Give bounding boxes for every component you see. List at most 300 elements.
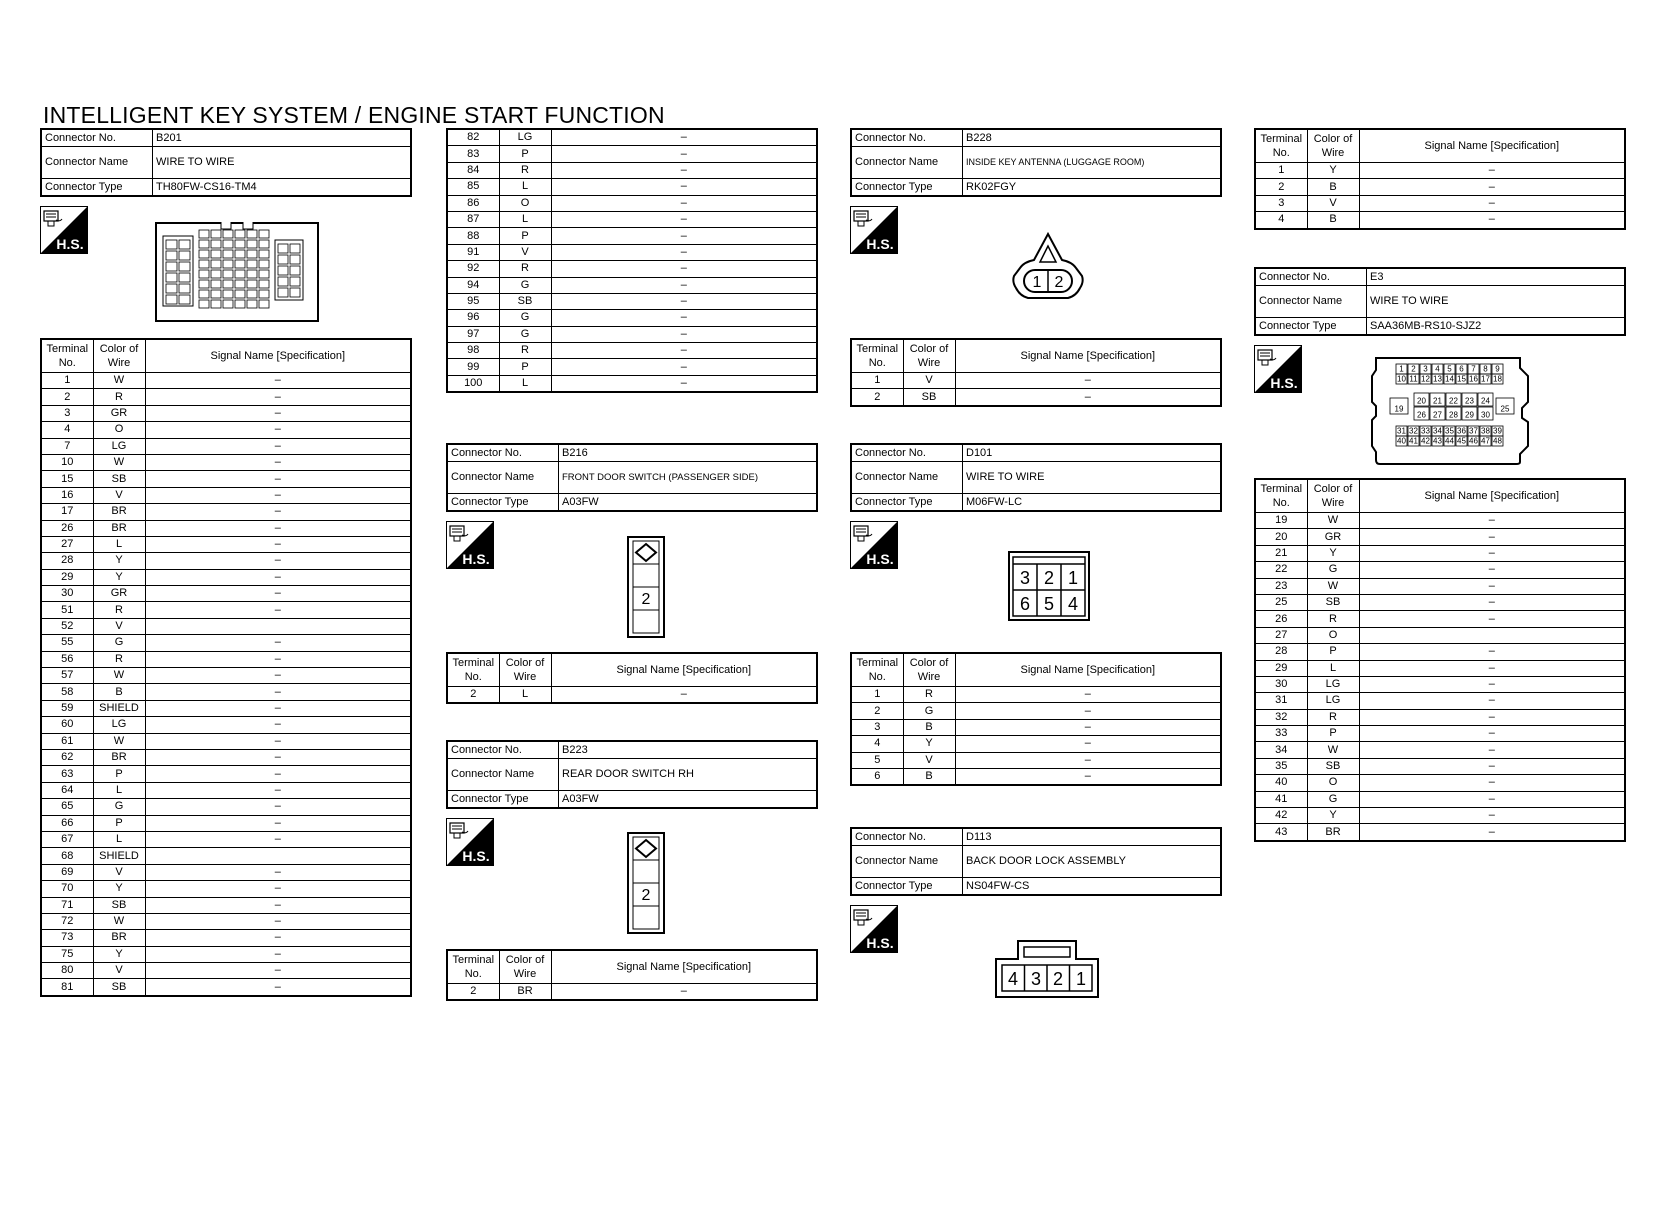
terminal-no-cell: 31 <box>1255 693 1307 709</box>
terminal-no-cell: 2 <box>447 687 499 704</box>
connector-name-label: Connector Name <box>447 462 559 494</box>
wire-color-cell: R <box>1307 611 1359 627</box>
terminal-no-cell: 43 <box>1255 824 1307 841</box>
connector-type-label: Connector Type <box>447 494 559 512</box>
wire-color-cell: GR <box>1307 529 1359 545</box>
pin-label: 41 <box>1409 436 1418 446</box>
connector-name-value: INSIDE KEY ANTENNA (LUGGAGE ROOM) <box>963 147 1222 179</box>
connector-no-value: D101 <box>963 444 1222 462</box>
wire-color-cell: V <box>1307 195 1359 211</box>
terminal-no-cell: 2 <box>851 703 903 719</box>
connector-type-label: Connector Type <box>1255 318 1367 336</box>
terminal-table-b228 <box>850 338 1222 407</box>
signal-name-cell: – <box>955 768 1221 785</box>
wire-color-cell: G <box>499 326 551 342</box>
signal-name-cell: – <box>1359 742 1625 758</box>
pin-label: 2 <box>1054 274 1064 291</box>
table-row <box>1255 693 1625 709</box>
signal-name-header: Signal Name [Specification] <box>551 653 817 687</box>
terminal-no-cell: 2 <box>447 984 499 1001</box>
terminal-no-cell: 64 <box>41 782 93 798</box>
terminal-no-cell: 87 <box>447 211 499 227</box>
table-row <box>1255 676 1625 692</box>
wire-color-cell: G <box>903 703 955 719</box>
table-row <box>1255 578 1625 594</box>
pin-label: 9 <box>1495 364 1500 374</box>
connector-e3-face <box>1370 356 1530 471</box>
wire-color-cell: O <box>1307 775 1359 791</box>
terminal-no-cell: 33 <box>1255 726 1307 742</box>
signal-name-cell: – <box>551 326 817 342</box>
pin-label: 45 <box>1457 436 1466 446</box>
pin-label: 14 <box>1445 374 1454 384</box>
pin-label: 47 <box>1481 436 1490 446</box>
signal-name-cell: – <box>145 700 411 716</box>
terminal-no-cell: 4 <box>41 422 93 438</box>
signal-name-cell: – <box>145 438 411 454</box>
wire-color-cell: LG <box>93 438 145 454</box>
wire-color-cell: Y <box>1307 163 1359 179</box>
signal-name-cell: – <box>955 703 1221 719</box>
table-row <box>1255 611 1625 627</box>
connector-type-value: M06FW-LC <box>963 494 1222 512</box>
signal-name-cell: – <box>1359 611 1625 627</box>
terminal-no-header: Terminal No. <box>1255 479 1307 513</box>
table-row <box>41 668 411 684</box>
terminal-no-header: Terminal No. <box>1255 129 1307 163</box>
table-row <box>447 228 817 244</box>
signal-name-cell: – <box>145 487 411 503</box>
signal-name-cell: – <box>551 293 817 309</box>
table-row <box>41 913 411 929</box>
wire-color-cell: V <box>93 963 145 979</box>
terminal-no-cell: 1 <box>851 687 903 703</box>
signal-name-cell: – <box>145 766 411 782</box>
pin-label: 2 <box>1052 969 1064 989</box>
table-row <box>1255 775 1625 791</box>
terminal-no-cell: 42 <box>1255 808 1307 824</box>
table-row <box>1255 742 1625 758</box>
signal-name-cell: – <box>145 831 411 847</box>
connector-d101-face <box>1008 551 1090 626</box>
signal-name-cell: – <box>551 228 817 244</box>
terminal-no-cell: 85 <box>447 179 499 195</box>
table-row <box>447 375 817 392</box>
wire-color-cell: B <box>903 768 955 785</box>
wire-color-cell: BR <box>499 984 551 1001</box>
table-row <box>1255 726 1625 742</box>
pin-label: 1 <box>1067 568 1079 588</box>
pin-label: 40 <box>1397 436 1406 446</box>
signal-name-cell: – <box>145 520 411 536</box>
signal-name-cell: – <box>145 897 411 913</box>
table-row <box>41 897 411 913</box>
pin-label: 4 <box>1435 364 1440 374</box>
pin-label: 2 <box>1043 568 1055 588</box>
wire-color-cell: G <box>1307 791 1359 807</box>
signal-name-cell: – <box>1359 693 1625 709</box>
signal-name-cell: – <box>145 651 411 667</box>
terminal-no-cell: 17 <box>41 504 93 520</box>
signal-name-cell: – <box>1359 195 1625 211</box>
pin-label: 5 <box>1447 364 1452 374</box>
terminal-table-b216 <box>446 652 818 704</box>
wire-color-cell: L <box>499 211 551 227</box>
wire-color-cell: R <box>93 651 145 667</box>
terminal-no-cell: 7 <box>41 438 93 454</box>
pin-label: 29 <box>1465 410 1474 420</box>
connector-b223-face <box>627 832 665 939</box>
terminal-no-cell: 86 <box>447 195 499 211</box>
table-row <box>41 586 411 602</box>
wire-color-cell: B <box>93 684 145 700</box>
pin-label: 33 <box>1421 426 1430 436</box>
table-row <box>41 504 411 520</box>
wire-color-cell: V <box>93 618 145 634</box>
signal-name-cell: – <box>1359 824 1625 841</box>
pin-label: 19 <box>1394 404 1404 414</box>
connector-e3-header <box>1254 267 1626 336</box>
signal-name-cell: – <box>145 864 411 880</box>
wire-color-cell: BR <box>93 749 145 765</box>
terminal-no-cell: 61 <box>41 733 93 749</box>
terminal-no-cell: 57 <box>41 668 93 684</box>
terminal-no-cell: 88 <box>447 228 499 244</box>
connector-name-label: Connector Name <box>851 147 963 179</box>
table-row <box>447 293 817 309</box>
pin-label: 13 <box>1433 374 1442 384</box>
signal-name-cell: – <box>1359 808 1625 824</box>
pin-label: 2 <box>641 591 651 608</box>
table-row <box>41 602 411 618</box>
wire-color-cell: R <box>93 602 145 618</box>
table-row <box>447 179 817 195</box>
terminal-no-cell: 35 <box>1255 758 1307 774</box>
table-row <box>1255 163 1625 179</box>
page-title: INTELLIGENT KEY SYSTEM / ENGINE START FUNCTION <box>43 102 665 128</box>
signal-name-cell: – <box>551 261 817 277</box>
table-row <box>447 277 817 293</box>
terminal-no-cell: 16 <box>41 487 93 503</box>
pin-label: 36 <box>1457 426 1466 436</box>
terminal-no-cell: 59 <box>41 700 93 716</box>
terminal-no-cell: 92 <box>447 261 499 277</box>
table-row <box>41 782 411 798</box>
terminal-no-cell: 70 <box>41 881 93 897</box>
terminal-no-cell: 26 <box>41 520 93 536</box>
table-row <box>41 700 411 716</box>
table-row <box>41 520 411 536</box>
connector-no-label: Connector No. <box>447 741 559 759</box>
wire-color-cell: V <box>93 864 145 880</box>
connector-b216-header <box>446 443 818 512</box>
wire-color-cell: Y <box>1307 808 1359 824</box>
pin-label: 42 <box>1421 436 1430 446</box>
pin-label: 27 <box>1433 410 1442 420</box>
terminal-no-cell: 51 <box>41 602 93 618</box>
terminal-no-cell: 97 <box>447 326 499 342</box>
table-row <box>41 881 411 897</box>
terminal-table-d101 <box>850 652 1222 786</box>
terminal-no-cell: 60 <box>41 717 93 733</box>
wire-color-cell: P <box>1307 644 1359 660</box>
signal-name-header: Signal Name [Specification] <box>1359 479 1625 513</box>
color-of-wire-header: Color of Wire <box>903 339 955 373</box>
table-row <box>447 310 817 326</box>
wire-color-cell: P <box>499 146 551 162</box>
harness-side-icon <box>40 206 88 254</box>
table-row <box>41 487 411 503</box>
signal-name-cell: – <box>955 719 1221 735</box>
wire-color-cell: SHIELD <box>93 848 145 864</box>
connector-no-label: Connector No. <box>851 828 963 846</box>
table-row <box>1255 594 1625 610</box>
signal-name-header: Signal Name [Specification] <box>551 950 817 984</box>
signal-name-cell: – <box>145 733 411 749</box>
connector-name-label: Connector Name <box>851 462 963 494</box>
wire-color-cell: BR <box>93 520 145 536</box>
connector-no-value: B201 <box>153 129 412 147</box>
table-row <box>41 766 411 782</box>
terminal-no-cell: 3 <box>41 405 93 421</box>
signal-name-cell: – <box>551 343 817 359</box>
signal-name-cell: – <box>551 687 817 704</box>
terminal-no-cell: 29 <box>41 569 93 585</box>
signal-name-cell: – <box>551 129 817 146</box>
terminal-no-cell: 1 <box>1255 163 1307 179</box>
terminal-no-cell: 4 <box>1255 212 1307 229</box>
connector-type-value: RK02FGY <box>963 179 1222 197</box>
terminal-no-cell: 55 <box>41 635 93 651</box>
connector-d101-header <box>850 443 1222 512</box>
pin-label: 23 <box>1465 396 1474 406</box>
table-row <box>41 733 411 749</box>
svg-text:H.S.: H.S. <box>866 935 894 951</box>
connector-b216-face <box>627 536 665 643</box>
signal-name-cell: – <box>1359 163 1625 179</box>
connector-name-label: Connector Name <box>447 759 559 791</box>
signal-name-header: Signal Name [Specification] <box>1359 129 1625 163</box>
pin-label: 22 <box>1449 396 1458 406</box>
pin-label: 11 <box>1409 374 1418 384</box>
pin-label: 38 <box>1481 426 1490 436</box>
wire-color-cell: R <box>499 162 551 178</box>
wire-color-cell: W <box>93 454 145 470</box>
wire-color-cell: O <box>1307 627 1359 643</box>
pin-label: 34 <box>1433 426 1442 436</box>
table-row <box>1255 513 1625 529</box>
connector-name-value: WIRE TO WIRE <box>963 462 1222 494</box>
terminal-no-cell: 56 <box>41 651 93 667</box>
signal-name-cell: – <box>145 373 411 389</box>
wire-color-cell: V <box>903 752 955 768</box>
signal-name-cell: – <box>145 602 411 618</box>
table-row <box>41 553 411 569</box>
signal-name-cell: – <box>145 799 411 815</box>
signal-name-cell: – <box>1359 179 1625 195</box>
terminal-no-cell: 2 <box>1255 179 1307 195</box>
connector-type-label: Connector Type <box>41 179 153 197</box>
terminal-no-cell: 28 <box>1255 644 1307 660</box>
table-row <box>447 343 817 359</box>
harness-side-icon <box>1254 345 1302 393</box>
wire-color-cell: L <box>499 179 551 195</box>
wire-color-cell: SB <box>1307 594 1359 610</box>
terminal-no-cell: 10 <box>41 454 93 470</box>
signal-name-cell: – <box>145 389 411 405</box>
terminal-no-cell: 21 <box>1255 545 1307 561</box>
wire-color-cell: W <box>1307 578 1359 594</box>
terminal-no-cell: 1 <box>41 373 93 389</box>
terminal-no-cell: 80 <box>41 963 93 979</box>
connector-b228-face <box>1010 232 1086 307</box>
table-row <box>1255 808 1625 824</box>
terminal-no-cell: 3 <box>1255 195 1307 211</box>
terminal-no-cell: 25 <box>1255 594 1307 610</box>
terminal-no-cell: 62 <box>41 749 93 765</box>
pin-label: 3 <box>1423 364 1428 374</box>
wire-color-cell: G <box>93 799 145 815</box>
terminal-no-cell: 5 <box>851 752 903 768</box>
terminal-no-cell: 71 <box>41 897 93 913</box>
terminal-no-cell: 3 <box>851 719 903 735</box>
table-row <box>851 687 1221 703</box>
color-of-wire-header: Color of Wire <box>1307 129 1359 163</box>
connector-no-value: D113 <box>963 828 1222 846</box>
table-row <box>851 373 1221 389</box>
harness-side-icon <box>850 521 898 569</box>
wire-color-cell: SB <box>93 471 145 487</box>
table-row <box>1255 529 1625 545</box>
terminal-no-cell: 73 <box>41 930 93 946</box>
wire-color-cell: BR <box>93 930 145 946</box>
table-row <box>851 389 1221 406</box>
connector-no-value: B223 <box>559 741 818 759</box>
connector-type-value: SAA36MB-RS10-SJZ2 <box>1367 318 1626 336</box>
terminal-no-cell: 34 <box>1255 742 1307 758</box>
signal-name-cell: – <box>145 405 411 421</box>
table-row <box>41 848 411 864</box>
table-row <box>447 146 817 162</box>
signal-name-cell: – <box>145 504 411 520</box>
wire-color-cell: LG <box>93 717 145 733</box>
terminal-no-cell: 66 <box>41 815 93 831</box>
signal-name-cell: – <box>1359 529 1625 545</box>
table-row <box>447 162 817 178</box>
signal-name-cell: – <box>955 389 1221 406</box>
wire-color-cell: Y <box>93 553 145 569</box>
signal-name-cell: – <box>551 984 817 1001</box>
pin-label: 43 <box>1433 436 1442 446</box>
connector-no-value: B228 <box>963 129 1222 147</box>
connector-no-value: B216 <box>559 444 818 462</box>
table-row <box>41 422 411 438</box>
signal-name-cell: – <box>955 687 1221 703</box>
signal-name-cell: – <box>145 454 411 470</box>
pin-label: 2 <box>641 887 651 904</box>
terminal-no-cell: 100 <box>447 375 499 392</box>
wire-color-cell: SB <box>93 979 145 996</box>
terminal-no-cell: 75 <box>41 946 93 962</box>
wire-color-cell: BR <box>93 504 145 520</box>
wire-color-cell: R <box>1307 709 1359 725</box>
signal-name-cell: – <box>145 815 411 831</box>
signal-name-cell: – <box>551 195 817 211</box>
wire-color-cell: LG <box>499 129 551 146</box>
terminal-no-cell: 32 <box>1255 709 1307 725</box>
pin-label: 17 <box>1481 374 1490 384</box>
connector-type-value: A03FW <box>559 791 818 809</box>
connector-b228-header <box>850 128 1222 197</box>
connector-name-value: BACK DOOR LOCK ASSEMBLY <box>963 846 1222 878</box>
terminal-no-cell: 83 <box>447 146 499 162</box>
table-row <box>851 703 1221 719</box>
pin-label: 1 <box>1032 274 1042 291</box>
pin-label: 26 <box>1417 410 1426 420</box>
wire-color-cell: Y <box>93 569 145 585</box>
connector-type-label: Connector Type <box>851 494 963 512</box>
terminal-no-cell: 4 <box>851 736 903 752</box>
color-of-wire-header: Color of Wire <box>93 339 145 373</box>
terminal-no-cell: 22 <box>1255 562 1307 578</box>
table-row <box>447 359 817 375</box>
wire-color-cell: R <box>903 687 955 703</box>
table-row <box>41 635 411 651</box>
signal-name-cell: – <box>145 946 411 962</box>
svg-text:H.S.: H.S. <box>1270 375 1298 391</box>
pin-label: 2 <box>1411 364 1416 374</box>
table-row <box>41 963 411 979</box>
connector-type-label: Connector Type <box>447 791 559 809</box>
pin-label: 32 <box>1409 426 1418 436</box>
signal-name-cell: – <box>1359 212 1625 229</box>
connector-name-value: REAR DOOR SWITCH RH <box>559 759 818 791</box>
signal-name-cell: – <box>1359 644 1625 660</box>
connector-b201-face <box>155 222 319 327</box>
signal-name-cell: – <box>1359 545 1625 561</box>
pin-label: 1 <box>1399 364 1404 374</box>
terminal-table-d113 <box>1254 128 1626 230</box>
terminal-no-cell: 72 <box>41 913 93 929</box>
table-row <box>1255 824 1625 841</box>
color-of-wire-header: Color of Wire <box>499 950 551 984</box>
signal-name-header: Signal Name [Specification] <box>955 653 1221 687</box>
table-row <box>41 373 411 389</box>
connector-type-value: A03FW <box>559 494 818 512</box>
wire-color-cell: R <box>499 343 551 359</box>
wire-color-cell: G <box>1307 562 1359 578</box>
wire-color-cell: Y <box>93 946 145 962</box>
table-row <box>41 536 411 552</box>
signal-name-cell <box>145 848 411 864</box>
connector-type-label: Connector Type <box>851 179 963 197</box>
connector-d113-face <box>994 939 1100 1004</box>
connector-type-value: NS04FW-CS <box>963 878 1222 896</box>
wire-color-cell: L <box>93 831 145 847</box>
table-row <box>447 326 817 342</box>
connector-no-label: Connector No. <box>851 444 963 462</box>
table-row <box>1255 791 1625 807</box>
table-row <box>41 749 411 765</box>
terminal-no-cell: 58 <box>41 684 93 700</box>
table-row <box>41 389 411 405</box>
wire-color-cell: GR <box>93 586 145 602</box>
terminal-no-cell: 91 <box>447 244 499 260</box>
pin-label: 5 <box>1043 594 1055 614</box>
table-row <box>1255 562 1625 578</box>
table-row <box>1255 179 1625 195</box>
signal-name-cell: – <box>145 569 411 585</box>
